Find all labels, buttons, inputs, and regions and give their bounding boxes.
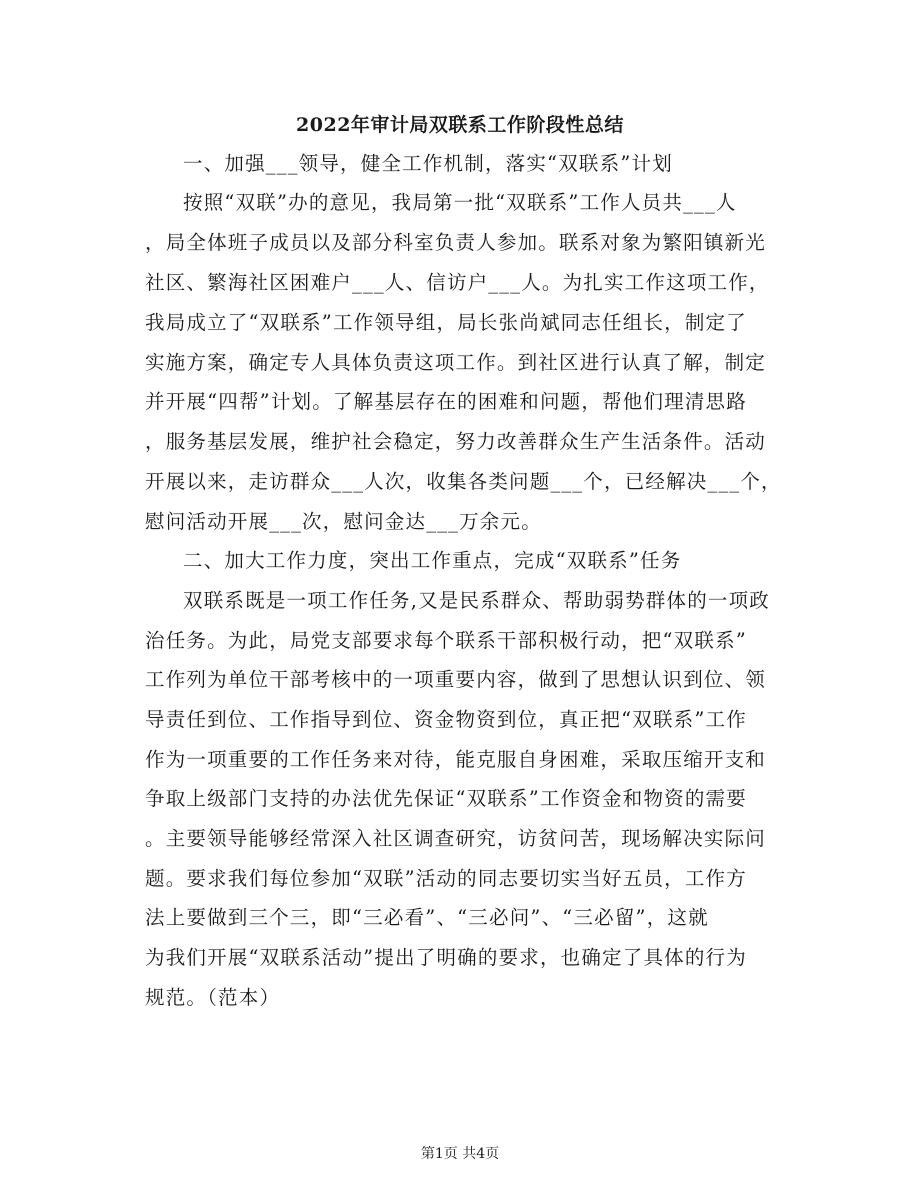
paragraph-line: 工作列为单位干部考核中的一项重要内容，做到了思想认识到位、领 bbox=[145, 668, 767, 691]
document-title: 2022年审计局双联系工作阶段性总结 bbox=[296, 114, 624, 136]
paragraph-line: 开展以来，走访群众___人次，收集各类问题___个，已经解决___个， bbox=[145, 470, 782, 493]
paragraph-line: 争取上级部门支持的办法优先保证“双联系”工作资金和物资的需要 bbox=[145, 787, 747, 810]
paragraph-line: 并开展“四帮”计划。了解基层存在的困难和问题，帮他们理清思路 bbox=[145, 390, 747, 413]
paragraph-line: 按照“双联”办的意见，我局第一批“双联系”工作人员共___人 bbox=[183, 191, 737, 214]
paragraph-line: 题。要求我们每位参加“双联”活动的同志要切实当好五员，工作方 bbox=[145, 867, 747, 890]
page-indicator: 第1页 共4页 bbox=[420, 1146, 500, 1162]
paragraph-line: 规范。（范本） bbox=[145, 986, 281, 1009]
paragraph-line: 治任务。为此，局党支部要求每个联系干部积极行动，把“双联系” bbox=[145, 629, 747, 652]
paragraph-line: 实施方案，确定专人具体负责这项工作。到社区进行认真了解，制定 bbox=[145, 351, 767, 374]
paragraph-line: 法上要做到三个三，即“三必看”、“三必问”、“三必留”，这就 bbox=[145, 906, 709, 929]
paragraph-line: 导责任到位、工作指导到位、资金物资到位，真正把“双联系”工作 bbox=[145, 708, 747, 731]
paragraph-line: ，服务基层发展，维护社会稳定，努力改善群众生产生活条件。活动 bbox=[145, 430, 767, 453]
paragraph-line: 社区、繁海社区困难户___人、信访户___人。为扎实工作这项工作， bbox=[145, 271, 770, 294]
section-heading-2: 二、加大工作力度，突出工作重点，完成“双联系”任务 bbox=[183, 549, 682, 572]
section-heading-1: 一、加强___领导，健全工作机制，落实“双联系”计划 bbox=[183, 152, 673, 175]
paragraph-line: 。主要领导能够经常深入社区调查研究，访贫问苦，现场解决实际问 bbox=[145, 827, 767, 850]
paragraph-line: 我局成立了“双联系”工作领导组，局长张尚斌同志任组长，制定了 bbox=[145, 311, 747, 334]
paragraph-line: ，局全体班子成员以及部分科室负责人参加。联系对象为繁阳镇新光 bbox=[145, 231, 767, 254]
paragraph-line: 慰问活动开展___次，慰问金达___万余元。 bbox=[145, 510, 542, 533]
paragraph-line: 为我们开展“双联系活动”提出了明确的要求，也确定了具体的行为 bbox=[145, 946, 747, 969]
paragraph-line: 作为一项重要的工作任务来对待，能克服自身困难，采取压缩开支和 bbox=[145, 748, 767, 771]
paragraph-line: 双联系既是一项工作任务,又是民系群众、帮助弱势群体的一项政 bbox=[183, 589, 770, 612]
